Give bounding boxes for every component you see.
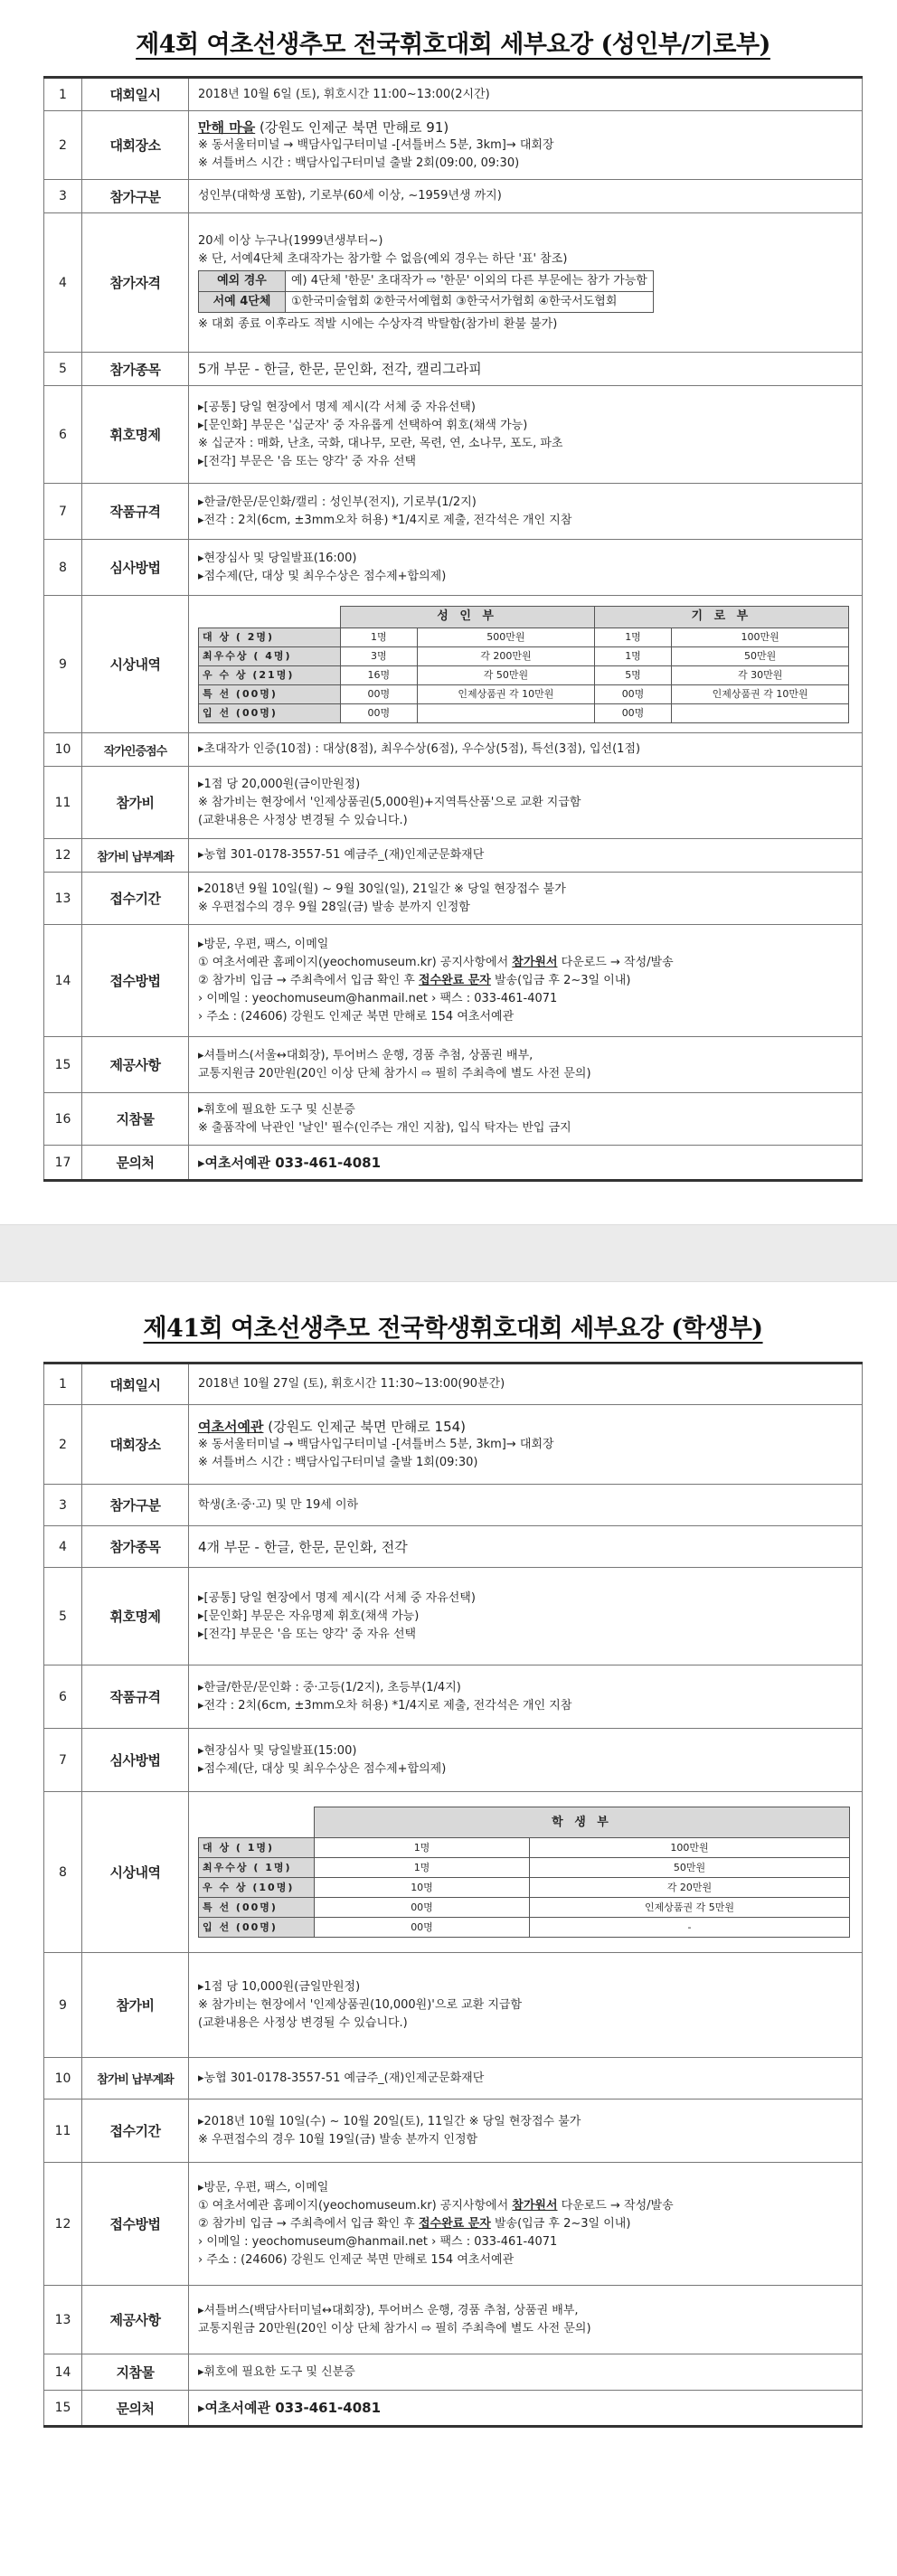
table-row: 13 접수기간 ▸2018년 9월 10일(월) ~ 9월 30일(일), 21일간 ※ 당일 현장접수 불가 ※ 우편접수의 경우 9월 28일(금) 발송 분까지 인정함	[44, 873, 863, 925]
student-guide-table	[43, 1362, 863, 2428]
adult-guide-table	[43, 76, 863, 1182]
award-row: 입 선 (00명) 00명 00명	[199, 703, 849, 722]
table-row: 12 접수방법 ▸방문, 우편, 팩스, 이메일 ① 여초서예관 홈페이지(yeochomuseum.kr) 공지사항에서 참가원서 다운로드 → 작성/발송 ② 참가비 입금 → 주최측에서 입금 확인 후 접수완료 문자 발송(입금 후 2~3일 이내) › 이메일 : yeochomuseum@hanmail.net › 팩스 : 033-461-4071 › 주소 : (24606) 강원도 인제군 북면 만해로 154 여초서예관	[44, 2163, 863, 2286]
table-row: 12 참가비 납부계좌 ▸농협 301-0178-3557-51 예금주_(재)인제군문화재단	[44, 839, 863, 873]
venue-name: 만해 마을	[198, 118, 256, 136]
award-row: 우 수 상 (10명) 10명 각 20만원	[199, 1878, 850, 1898]
table-row: 16 지참물 ▸휘호에 필요한 도구 및 신분증 ※ 출품작에 낙관인 '날인' 필수(인주는 개인 지참), 입식 탁자는 반입 금지	[44, 1093, 863, 1146]
table-row: 9 참가비 ▸1점 당 10,000원(금일만원정) ※ 참가비는 현장에서 '인제상품권(10,000원)'으로 교환 지급함 (교환내용은 사정상 변경될 수 있습니다.)	[44, 1953, 863, 2058]
adult-section	[0, 0, 897, 1182]
table-row: 1 대회일시 2018년 10월 6일 (토), 휘호시간 11:00~13:00(2시간)	[44, 78, 863, 111]
student-title: 제41회 여초선생추모 전국학생휘호대회 세부요강 (학생부)	[143, 1315, 763, 1343]
table-row: 10 작가인증점수 ▸초대작가 인증(10점) : 대상(8점), 최우수상(6점), 우수상(5점), 특선(3점), 입선(1점)	[44, 733, 863, 767]
adult-group-header: 성 인 부	[340, 606, 594, 627]
table-row: 5 참가종목 5개 부문 - 한글, 한문, 문인화, 전각, 캘리그라피	[44, 353, 863, 386]
adult-awards-table	[198, 606, 849, 723]
table-row: 2 대회장소 만해 마을 (강원도 인제군 북면 만해로 91) ※ 동서울터미널 → 백담사입구터미널 -[셔틀버스 5분, 3km]→ 대회장 ※ 셔틀버스 시간 : 백담사입구터미널 출발 2회(09:00, 09:30)	[44, 111, 863, 180]
table-row: 14 접수방법 ▸방문, 우편, 팩스, 이메일 ① 여초서예관 홈페이지(yeochomuseum.kr) 공지사항에서 참가원서 다운로드 → 작성/발송 ② 참가비 입금 → 주최측에서 입금 확인 후 접수완료 문자 발송(입금 후 2~3일 이내) › 이메일 : yeochomuseum@hanmail.net › 팩스 : 033-461-4071 › 주소 : (24606) 강원도 인제군 북면 만해로 154 여초서예관	[44, 925, 863, 1037]
table-row: 17 문의처 ▸여초서예관 033-461-4081	[44, 1146, 863, 1181]
award-row: 특 선 (00명) 00명 인제상품권 각 5만원	[199, 1898, 850, 1918]
table-row: 8 심사방법 ▸현장심사 및 당일발표(16:00) ▸점수제(단, 대상 및 최우수상은 점수제+합의제)	[44, 540, 863, 596]
table-row: 2 대회장소 여초서예관 (강원도 인제군 북면 만해로 154) ※ 동서울터미널 → 백담사입구터미널 -[셔틀버스 5분, 3km]→ 대회장 ※ 셔틀버스 시간 : 백담사입구터미널 출발 1회(09:30)	[44, 1405, 863, 1485]
award-row: 최우수상 ( 1명) 1명 50만원	[199, 1858, 850, 1878]
table-row: 11 참가비 ▸1점 당 20,000원(금이만원정) ※ 참가비는 현장에서 '인제상품권(5,000원)+지역특산품'으로 교환 지급함 (교환내용은 사정상 변경될 수 있습니다.)	[44, 767, 863, 839]
table-row: 15 문의처 ▸여초서예관 033-461-4081	[44, 2391, 863, 2427]
table-row: 1 대회일시 2018년 10월 27일 (토), 휘호시간 11:30~13:00(90분간)	[44, 1363, 863, 1405]
student-group-header: 학 생 부	[315, 1807, 850, 1838]
table-row: 3 참가구분 학생(초·중·고) 및 만 19세 이하	[44, 1485, 863, 1526]
table-row: 10 참가비 납부계좌 ▸농협 301-0178-3557-51 예금주_(재)인제군문화재단	[44, 2058, 863, 2099]
student-section	[0, 1282, 897, 2428]
award-row: 대 상 ( 2명) 1명 500만원 1명 100만원	[199, 627, 849, 646]
row-label: 대회일시	[82, 78, 189, 111]
award-row: 특 선 (00명) 00명 인제상품권 각 10만원 00명 인제상품권 각 10만원	[199, 684, 849, 703]
adult-title: 제4회 여초선생추모 전국휘호대회 세부요강 (성인부/기로부)	[136, 31, 770, 59]
table-row: 7 심사방법 ▸현장심사 및 당일발표(15:00) ▸점수제(단, 대상 및 최우수상은 점수제+합의제)	[44, 1729, 863, 1792]
table-row: 4 참가자격 20세 이상 누구나(1999년생부터~) ※ 단, 서예4단체 초대작가는 참가할 수 없음(예외 경우는 하단 '표' 참조) 예외 경우 예) 4단체 '한문' 초대작가 ⇨ '한문' 이외의 다른 부문에는 참가 가능함 서예 4단체 ①한국미술협회 ②한국서예협회 ③한국서가협회 ④한국서도협회 ※ 대회 종료 이후라도 적발 시에는 수상자격 박탈함(참가비 환불 불가)	[44, 213, 863, 353]
table-row: 15 제공사항 ▸셔틀버스(서울↔대회장), 투어버스 운행, 경품 추첨, 상품권 배부, 교통지원금 20만원(20인 이상 단체 참가시 ⇨ 필히 주최측에 별도 사전 문의)	[44, 1037, 863, 1093]
bank-account: ▸농협 301-0178-3557-51 예금주_(재)인제군문화재단	[198, 848, 485, 862]
table-row: 6 휘호명제 ▸[공통] 당일 현장에서 명제 제시(각 서체 중 자유선택) ▸[문인화] 부문은 '십군자' 중 자유롭게 선택하여 휘호(채색 가능) ※ 십군자 : 매화, 난초, 국화, 대나무, 모란, 목련, 연, 소나무, 포도, 파초 ▸[전각] 부문은 '음 또는 양각' 중 자유 선택	[44, 386, 863, 484]
table-row: 7 작품규격 ▸한글/한문/문인화/캘리 : 성인부(전지), 기로부(1/2지) ▸전각 : 2치(6cm, ±3mm오차 허용) *1/4지로 제출, 전각석은 개인 지참	[44, 484, 863, 540]
table-row: 4 참가종목 4개 부문 - 한글, 한문, 문인화, 전각	[44, 1526, 863, 1568]
award-row: 입 선 (00명) 00명 -	[199, 1918, 850, 1938]
contact-info: ▸여초서예관 033-461-4081	[198, 1154, 382, 1171]
senior-group-header: 기 로 부	[594, 606, 848, 627]
table-row: 6 작품규격 ▸한글/한문/문인화 : 중·고등(1/2지), 초등부(1/4지) ▸전각 : 2치(6cm, ±3mm오차 허용) *1/4지로 제출, 전각석은 개인 지참	[44, 1665, 863, 1729]
table-row: 3 참가구분 성인부(대학생 포함), 기로부(60세 이상, ~1959년생 까지)	[44, 180, 863, 213]
award-row: 최우수상 ( 4명) 3명 각 200만원 1명 50만원	[199, 646, 849, 665]
table-row: 8 시상내역 학 생 부 대 상 ( 1명) 1명 100만원 최우수상 ( 1명) 1명 50만원 우 수 상 (10명) 10명 각 20만원 특 선 (00명) 00명 인제상품권 각 5만원 입 선 (00명) 00명 -	[44, 1792, 863, 1953]
table-row: 5 휘호명제 ▸[공통] 당일 현장에서 명제 제시(각 서체 중 자유선택) ▸[문인화] 부문은 자유명제 휘호(채색 가능) ▸[전각] 부문은 '음 또는 양각' 중 자유 선택	[44, 1568, 863, 1665]
table-row: 13 제공사항 ▸셔틀버스(백담사터미널↔대회장), 투어버스 운행, 경품 추첨, 상품권 배부, 교통지원금 20만원(20인 이상 단체 참가시 ⇨ 필히 주최측에 별도 사전 문의)	[44, 2286, 863, 2354]
award-row: 우 수 상 (21명) 16명 각 50만원 5명 각 30만원	[199, 665, 849, 684]
event-datetime: 2018년 10월 6일 (토), 휘호시간 11:00~13:00(2시간)	[198, 87, 490, 101]
student-awards-table	[198, 1807, 850, 1938]
table-row: 14 지참물 ▸휘호에 필요한 도구 및 신분증	[44, 2354, 863, 2391]
exception-table: 예외 경우 예) 4단체 '한문' 초대작가 ⇨ '한문' 이외의 다른 부문에는 참가 가능함 서예 4단체 ①한국미술협회 ②한국서예협회 ③한국서가협회 ④한국서도협회	[198, 270, 654, 313]
section-divider	[0, 1224, 897, 1282]
table-row: 11 접수기간 ▸2018년 10월 10일(수) ~ 10월 20일(토), 11일간 ※ 당일 현장접수 불가 ※ 우편접수의 경우 10월 19일(금) 발송 분까지 인정함	[44, 2099, 863, 2163]
table-row: 9 시상내역 성 인 부 기 로 부 대 상 ( 2명) 1명 500만원 1명 100만원 최우수상 ( 4명) 3명 각 200만원 1명 50만원 우 수 상 (21명) 16명 각 50만원 5명 각 30만원 특 선 (00명) 00명 인제상품권 각 10만원 00명 인제상품권 각 10만원 입 선 (00명) 00명 00명	[44, 596, 863, 733]
award-row: 대 상 ( 1명) 1명 100만원	[199, 1838, 850, 1858]
